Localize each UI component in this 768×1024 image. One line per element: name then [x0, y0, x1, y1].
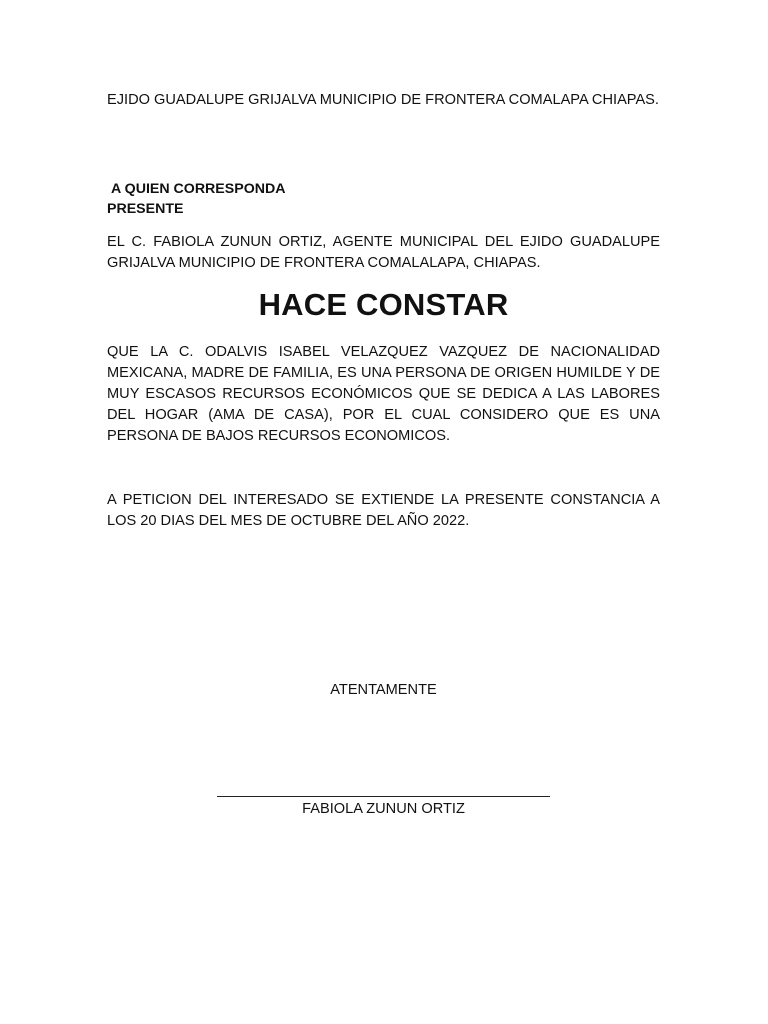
- intro-paragraph: EL C. FABIOLA ZUNUN ORTIZ, AGENTE MUNICIPAL DEL EJIDO GUADALUPE GRIJALVA MUNICIPIO DE FRONTERA COMALALAPA, CHIAPAS.: [107, 234, 660, 271]
- addressee: [107, 179, 660, 219]
- addressee-present: PRESENTE: [107, 201, 184, 217]
- body-paragraph-1: QUE LA C. ODALVIS ISABEL VELAZQUEZ VAZQUEZ DE NACIONALIDAD MEXICANA, MADRE DE FAMILIA, ES UNA PERSONA DE ORIGEN HUMILDE Y DE MUY ESCASOS RECURSOS ECONÓMICOS QUE SE DEDICA A LAS LABORES DEL HOGAR (AMA DE CASA), POR EL CUAL CONSIDERO QUE ES UNA PERSONA DE BAJOS RECURSOS ECONOMICOS.: [107, 344, 660, 444]
- signer-name: FABIOLA ZUNUN ORTIZ: [302, 801, 465, 817]
- closing-text: ATENTAMENTE: [330, 682, 437, 698]
- document-heading: HACE CONSTAR: [258, 287, 509, 322]
- location-header: EJIDO GUADALUPE GRIJALVA MUNICIPIO DE FRONTERA COMALAPA CHIAPAS.: [107, 92, 659, 108]
- body-paragraph-2: A PETICION DEL INTERESADO SE EXTIENDE LA PRESENTE CONSTANCIA A LOS 20 DIAS DEL MES DE OCTUBRE DEL AÑO 2022.: [107, 492, 660, 529]
- addressee-line: A QUIEN CORRESPONDA: [111, 181, 286, 197]
- signature-line: [217, 796, 550, 797]
